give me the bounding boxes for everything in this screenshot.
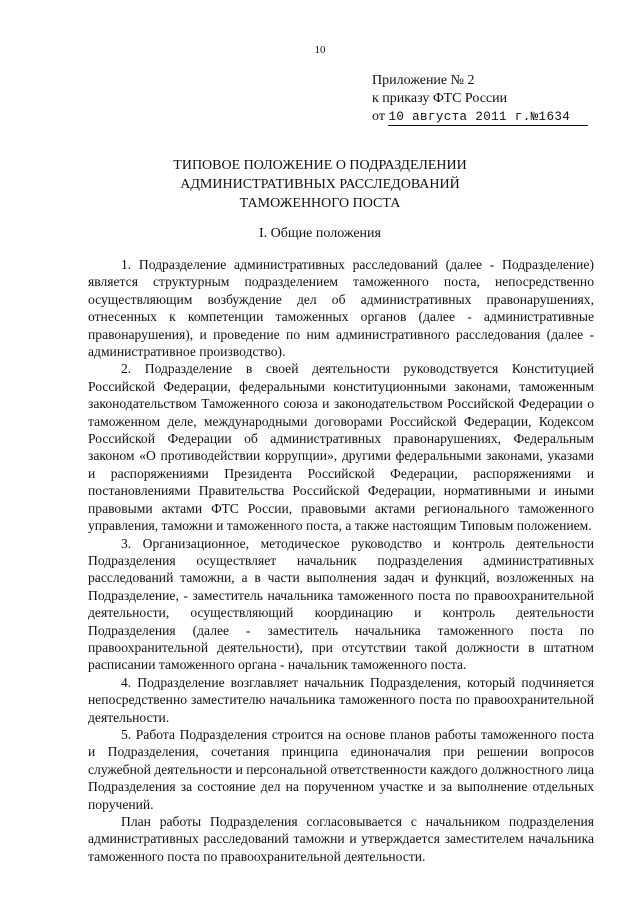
appendix-block [372, 72, 588, 126]
paragraph-1: 1. Подразделение административных расследований (далее - Подразделение) является структурным подразделением таможенного поста, непосредственно осуществляющим возбуждение дел об административных правонарушениях, отнесенных к компетенции таможенных органов (далее - административные правонарушения), и проведение по ним административного расследования (далее - административное производство). [88, 257, 594, 360]
title-line-2: АДМИНИСТРАТИВНЫХ РАССЛЕДОВАНИЙ [180, 177, 460, 192]
appendix-date-prefix: от [372, 109, 385, 124]
paragraph-4: 4. Подразделение возглавляет начальник Подразделения, который подчиняется непосредственно заместителю начальника таможенного поста по правоохранительной деятельности. [88, 674, 594, 725]
paragraph-5-continuation: План работы Подразделения согласовывается с начальником подразделения административных расследований таможни и утверждается заместителем начальника таможенного поста по правоохранительной деятельности. [88, 814, 594, 864]
document-title [0, 156, 640, 213]
appendix-number: Приложение № 2 [372, 73, 475, 88]
appendix-date-value: 10 августа 2011 г.№1634 [388, 109, 588, 126]
paragraph-2: 2. Подразделение в своей деятельности руководствуется Конституцией Российской Федерации, федеральными конституционными законами, таможенным законодательством Таможенного союза и законодательством Российской Федерации о таможенном деле, международными договорами Российской Федерации, Кодексом Российской Федерации об административных правонарушениях, Федеральным законом «О противодействии коррупции», другими федеральными законами, указами и распоряжениями Президента Российской Федерации, распоряжениями и постановлениями Правительства Российской Федерации, нормативными и иными правовыми актами ФТС России, правовыми актами регионального таможенного управления, таможни и таможенного поста, а также настоящим Типовым положением. [88, 361, 594, 534]
appendix-order-reference: к приказу ФТС России [372, 91, 508, 106]
appendix-date-line [372, 108, 588, 126]
title-line-3: ТАМОЖЕННОГО ПОСТА [239, 196, 401, 211]
paragraph-5: 5. Работа Подразделения строится на основе планов работы таможенного поста и Подразделения, сочетания принципа единоначалия при решении вопросов служебной деятельности и персональной ответственности каждого должностного лица Подразделения за состояние дел на порученном участке и за выполнение отдельных поручений. [88, 726, 594, 812]
page-number: 10 [314, 44, 326, 56]
title-line-1: ТИПОВОЕ ПОЛОЖЕНИЕ О ПОДРАЗДЕЛЕНИИ [173, 158, 467, 173]
document-body [88, 256, 594, 865]
section-heading: I. Общие положения [259, 226, 381, 241]
paragraph-3: 3. Организационное, методическое руководство и контроль деятельности Подразделения осуществляет начальник подразделения административных расследований таможни, а в части выполнения задач и функций, возложенных на Подразделение, - заместитель начальника таможенного поста по правоохранительной деятельности, осуществляющий координацию и контроль деятельности Подразделения (далее - заместитель начальника таможенного поста по правоохранительной деятельности), при отсутствии такой должности в штатном расписании таможенного органа - начальник таможенного поста. [88, 535, 594, 673]
